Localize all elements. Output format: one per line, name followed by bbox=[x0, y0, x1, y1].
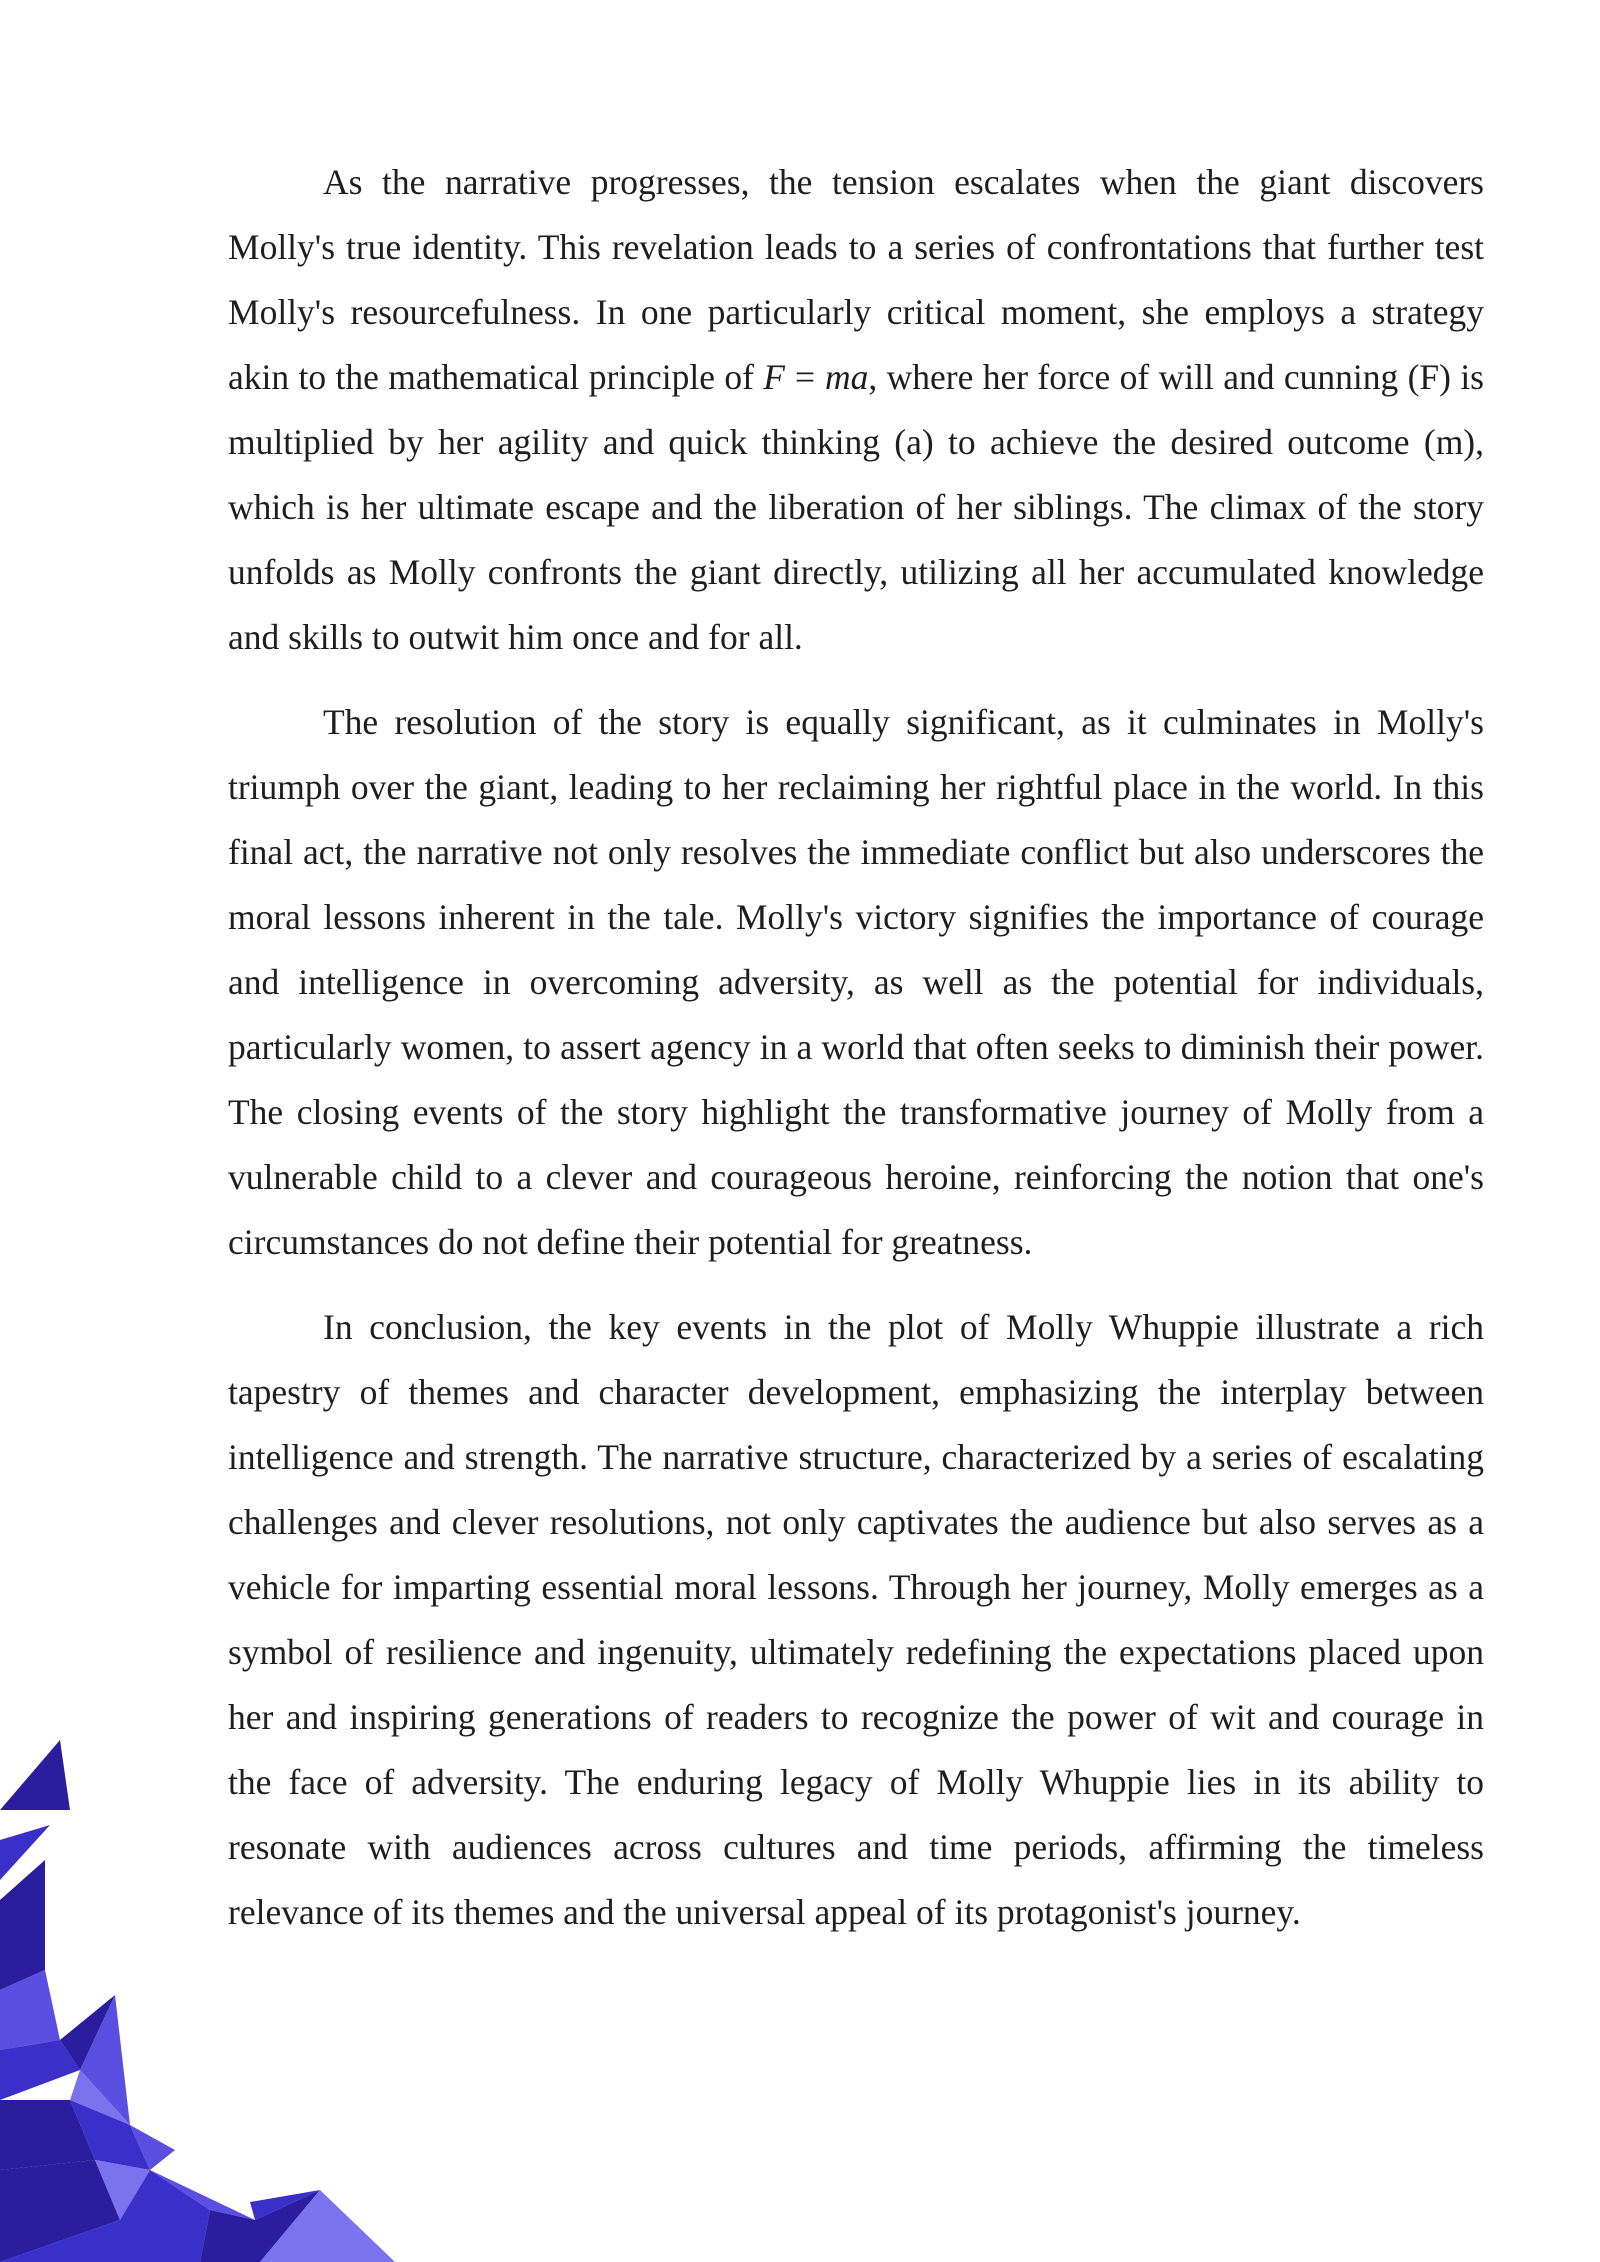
paragraph-3: In conclusion, the key events in the plot of Molly Whuppie illustrate a rich tapestry of themes and character development, emphasizing the interplay between intelligence and strength. The narrative structure, characterized by a series of escalating challenges and clever resolutions, not only captivates the audience but also serves as a vehicle for imparting essential moral lessons. Through her journey, Molly emerges as a symbol of resilience and ingenuity, ultimately redefining the expectations placed upon her and inspiring generations of readers to recognize the power of wit and courage in the face of adversity. The enduring legacy of Molly Whuppie lies in its ability to resonate with audiences across cultures and time periods, affirming the timeless relevance of its themes and the universal appeal of its protagonist's journey. bbox=[228, 1307, 1484, 1932]
formula-left: F bbox=[763, 357, 785, 397]
paragraph-1-text-after: , where her force of will and cunning (F) is multiplied by her agility and quick thinking (a) to achieve the desired outcome (m), which is her ultimate escape and the liberation of her siblings. The climax of the story unfolds as Molly confronts the giant directly, utilizing all her accumulated knowledge and skills to outwit him once and for all. bbox=[228, 357, 1484, 657]
corner-polygon-decoration bbox=[0, 1740, 400, 2262]
decoration-shapes bbox=[0, 1740, 395, 2262]
decoration-shard bbox=[0, 1860, 45, 1990]
paragraph-2: The resolution of the story is equally significant, as it culminates in Molly's triumph over the giant, leading to her reclaiming her rightful place in the world. In this final act, the narrative not only resolves the immediate conflict but also underscores the moral lessons inherent in the tale. Molly's victory signifies the importance of courage and intelligence in overcoming adversity, as well as the potential for individuals, particularly women, to assert agency in a world that often seeks to diminish their power. The closing events of the story highlight the transformative journey of Molly from a vulnerable child to a clever and courageous heroine, reinforcing the notion that one's circumstances do not define their potential for greatness. bbox=[228, 702, 1484, 1262]
body-text bbox=[228, 150, 1484, 1965]
formula-operator: = bbox=[794, 357, 815, 397]
decoration-shard bbox=[0, 1740, 70, 1810]
paragraph-1-text-before: As the narrative progresses, the tension escalates when the giant discovers Molly's true identity. This revelation leads to a series of confrontations that further test Molly's resourcefulness. In one particularly critical moment, she employs a strategy akin to the mathematical principle of bbox=[228, 162, 1484, 397]
formula-f-equals-ma bbox=[763, 357, 868, 397]
paragraph-1 bbox=[228, 150, 1484, 670]
formula-right: ma bbox=[824, 357, 869, 397]
